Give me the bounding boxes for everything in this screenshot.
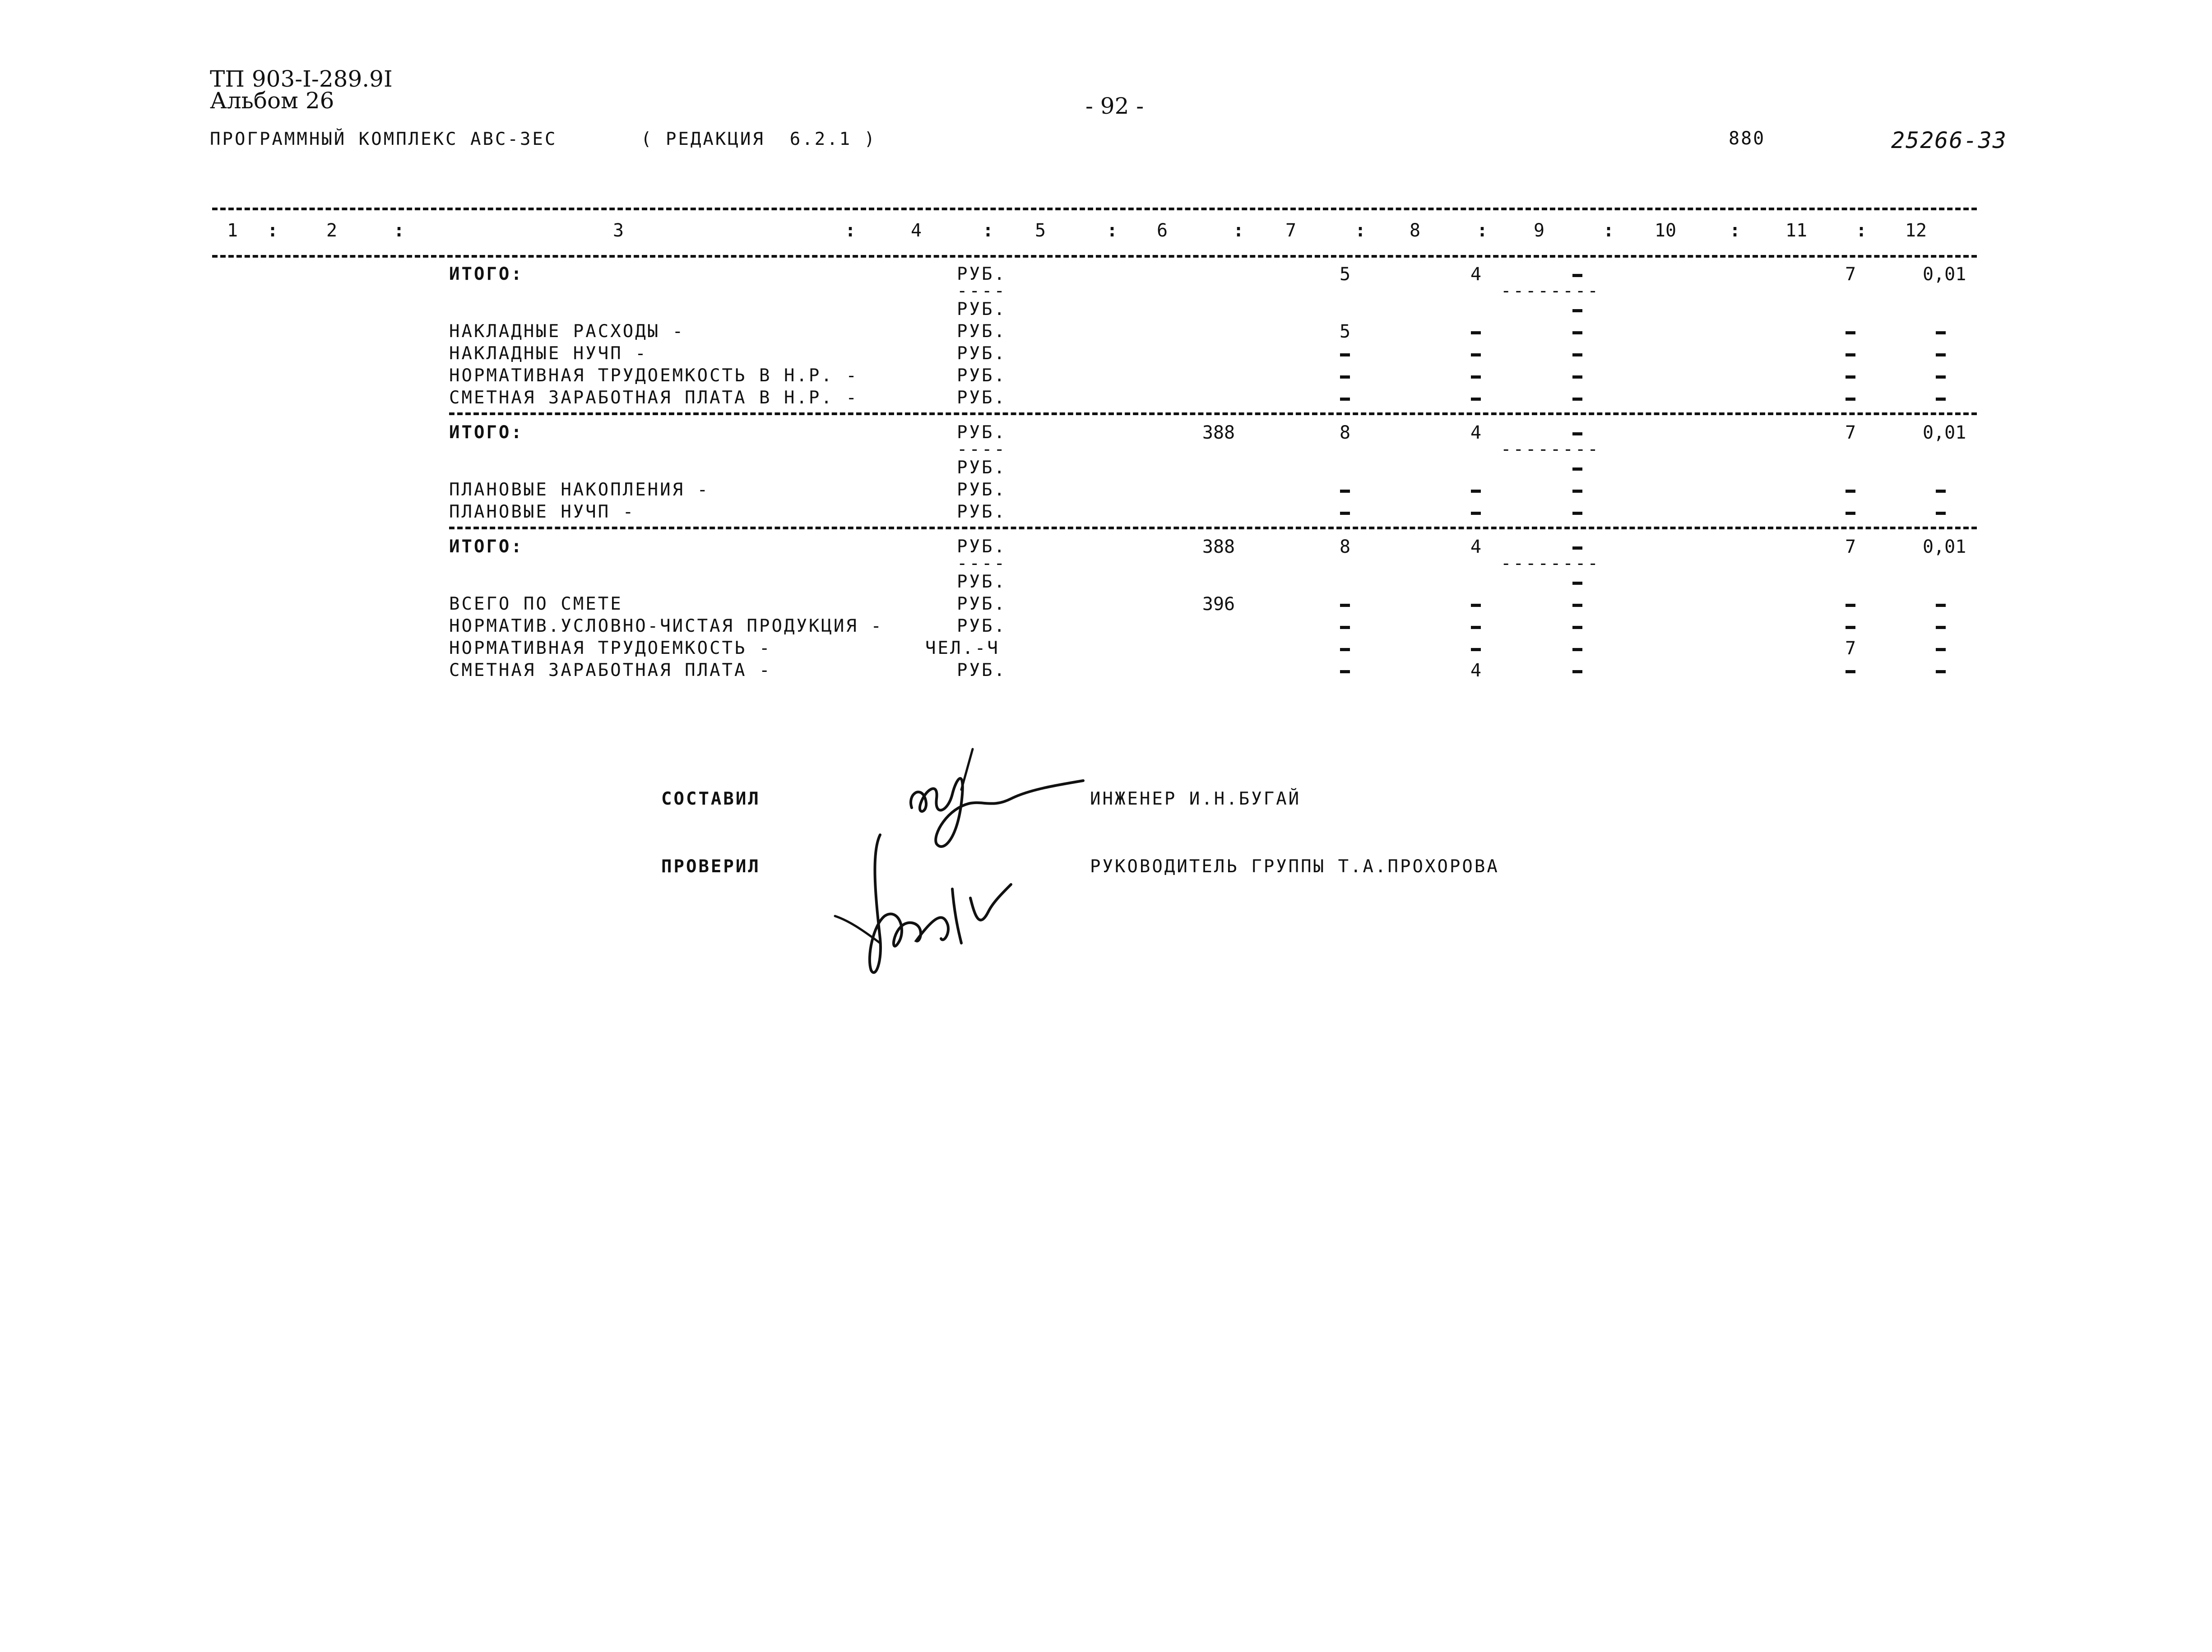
total-c7: 8 (1339, 537, 1351, 557)
row-c7-dash (1340, 626, 1350, 629)
page-number: - 92 - (1085, 93, 1144, 119)
row-unit: РУБ. (957, 594, 1006, 614)
row-c7-dash (1340, 670, 1350, 673)
column-header-2: 2 (326, 220, 338, 241)
row-label: ВСЕГО ПО СМЕТЕ (449, 594, 623, 614)
column-header-4: 4 (910, 220, 922, 241)
row-c13-dash (1936, 648, 1946, 651)
row-c9-dash (1471, 375, 1481, 379)
checked-by: РУКОВОДИТЕЛЬ ГРУППЫ Т.А.ПРОХОРОВА (1090, 856, 1499, 877)
row-c6: 396 (1202, 594, 1235, 615)
column-header-5: 5 (1034, 220, 1046, 241)
row-c10-dash (1572, 353, 1582, 356)
program-name: ПРОГРАММНЫЙ КОМПЛЕКС АВС-3ЕС (210, 129, 557, 149)
row-unit: РУБ. (957, 321, 1006, 342)
row-c7-dash (1340, 353, 1350, 356)
row-unit: РУБ. (957, 502, 1006, 522)
total-unit: РУБ. (957, 422, 1006, 443)
row-unit: РУБ. (957, 660, 1006, 680)
row-label: НОРМАТИВ.УСЛОВНО-ЧИСТАЯ ПРОДУКЦИЯ - (449, 616, 883, 636)
total-c7: 5 (1339, 264, 1351, 285)
column-separator: : (1355, 220, 1366, 241)
column-header-6: 6 (1156, 220, 1168, 241)
column-separator: : (1603, 220, 1614, 241)
row-c9: 4 (1470, 660, 1482, 681)
row-c7-dash (1340, 490, 1350, 493)
row-c13-dash (1936, 626, 1946, 629)
row-unit: РУБ. (957, 366, 1006, 386)
total-c10-dash (1572, 546, 1582, 550)
row-c13-dash (1936, 353, 1946, 356)
row-c10-dash (1572, 626, 1582, 629)
total-label: ИТОГО: (449, 537, 524, 557)
unit-underline: ---- (957, 439, 1006, 459)
row-label: НОРМАТИВНАЯ ТРУДОЕМКОСТЬ - (449, 638, 772, 658)
row-c10-dash (1572, 604, 1582, 607)
total-c9: 4 (1470, 422, 1482, 443)
total-c9: 4 (1470, 264, 1482, 285)
total-c10-dash (1572, 274, 1582, 277)
document-registration-code: 25266-33 (1891, 127, 2007, 153)
total-c10-dash (1572, 432, 1582, 435)
row-c7-dash (1340, 604, 1350, 607)
unit-underline: ---- (957, 553, 1006, 574)
compiled-by: ИНЖЕНЕР И.Н.БУГАЙ (1090, 789, 1301, 809)
subtotal-dashes: -------- (1501, 439, 1600, 459)
checked-label: ПРОВЕРИЛ (661, 856, 761, 877)
total-c9: 4 (1470, 537, 1482, 557)
row-label: ПЛАНОВЫЕ НАКОПЛЕНИЯ - (449, 480, 710, 500)
section-rule (449, 527, 1977, 529)
row-c10-dash (1572, 398, 1582, 401)
total-label: ИТОГО: (449, 422, 524, 443)
row-c7-dash (1340, 375, 1350, 379)
row-unit: РУБ. (957, 616, 1006, 636)
group-leader-signature (830, 826, 1038, 988)
row-c12-dash (1846, 490, 1855, 493)
total-unit: РУБ. (957, 264, 1006, 284)
column-separator: : (1730, 220, 1741, 241)
row-label: СМЕТНАЯ ЗАРАБОТНАЯ ПЛАТА - (449, 660, 772, 680)
row-c9-dash (1471, 490, 1481, 493)
row-c13-dash (1936, 490, 1946, 493)
row-c7: 5 (1339, 321, 1351, 342)
row-c13-dash (1936, 331, 1946, 334)
row-c10-dash (1572, 582, 1582, 585)
column-header-10: 10 (1654, 220, 1677, 241)
row-label: СМЕТНАЯ ЗАРАБОТНАЯ ПЛАТА В Н.Р. - (449, 388, 858, 408)
row-c10-dash (1572, 331, 1582, 334)
column-header-11: 11 (1785, 220, 1808, 241)
total-c12: 7 (1845, 264, 1856, 285)
row-c10-dash (1572, 309, 1582, 312)
row-unit: РУБ. (957, 388, 1006, 408)
column-separator: : (1477, 220, 1488, 241)
table-top-rule (212, 208, 1977, 210)
total-unit: РУБ. (957, 537, 1006, 557)
column-separator: : (845, 220, 856, 241)
total-c13: 0,01 (1923, 537, 1966, 557)
program-edition: ( РЕДАКЦИЯ 6.2.1 ) (641, 129, 877, 149)
row-c12-dash (1846, 375, 1855, 379)
table-header-rule (212, 255, 1977, 258)
column-separator: : (1233, 220, 1244, 241)
column-header-3: 3 (612, 220, 624, 241)
total-c13: 0,01 (1923, 422, 1966, 443)
column-header-8: 8 (1409, 220, 1421, 241)
column-separator: : (983, 220, 994, 241)
column-separator: : (394, 220, 405, 241)
row-unit: РУБ. (957, 572, 1006, 592)
column-separator: : (1107, 220, 1118, 241)
row-label: НАКЛАДНЫЕ РАСХОДЫ - (449, 321, 685, 342)
code-middle: 880 (1729, 128, 1766, 149)
total-c6: 388 (1202, 422, 1235, 443)
row-c9-dash (1471, 604, 1481, 607)
column-header-1: 1 (227, 220, 238, 241)
total-c6: 388 (1202, 537, 1235, 557)
total-c13: 0,01 (1923, 264, 1966, 285)
row-c12-dash (1846, 626, 1855, 629)
row-c12: 7 (1845, 638, 1856, 659)
row-c10-dash (1572, 670, 1582, 673)
row-unit: РУБ. (957, 458, 1006, 478)
album-number: Альбом 26 (210, 88, 334, 114)
row-c7-dash (1340, 512, 1350, 515)
row-unit: РУБ. (957, 480, 1006, 500)
row-c10-dash (1572, 512, 1582, 515)
row-c10-dash (1572, 648, 1582, 651)
total-label: ИТОГО: (449, 264, 524, 284)
row-c12-dash (1846, 512, 1855, 515)
row-c12-dash (1846, 331, 1855, 334)
row-c10-dash (1572, 490, 1582, 493)
row-c9-dash (1471, 353, 1481, 356)
row-c9-dash (1471, 626, 1481, 629)
row-unit: РУБ. (957, 343, 1006, 364)
subtotal-dashes: -------- (1501, 553, 1600, 574)
row-c12-dash (1846, 353, 1855, 356)
row-c10-dash (1572, 467, 1582, 471)
section-rule (449, 412, 1977, 415)
total-c7: 8 (1339, 422, 1351, 443)
row-unit: РУБ. (957, 299, 1006, 319)
row-label: ПЛАНОВЫЕ НУЧП - (449, 502, 635, 522)
row-c10-dash (1572, 375, 1582, 379)
row-c9-dash (1471, 398, 1481, 401)
row-c13-dash (1936, 512, 1946, 515)
column-header-7: 7 (1285, 220, 1297, 241)
row-c9-dash (1471, 512, 1481, 515)
document-code: ТП 903-I-289.9I (210, 66, 393, 92)
row-c7-dash (1340, 398, 1350, 401)
row-c12-dash (1846, 670, 1855, 673)
unit-underline: ---- (957, 281, 1006, 301)
row-unit: ЧЕЛ.-Ч (925, 638, 1000, 658)
column-header-9: 9 (1533, 220, 1545, 241)
row-c7-dash (1340, 648, 1350, 651)
compiled-label: СОСТАВИЛ (661, 789, 761, 809)
row-label: НОРМАТИВНАЯ ТРУДОЕМКОСТЬ В Н.Р. - (449, 366, 858, 386)
row-c12-dash (1846, 604, 1855, 607)
row-c13-dash (1936, 604, 1946, 607)
total-c12: 7 (1845, 422, 1856, 443)
column-header-12: 12 (1905, 220, 1927, 241)
subtotal-dashes: -------- (1501, 281, 1600, 301)
row-c13-dash (1936, 670, 1946, 673)
row-label: НАКЛАДНЫЕ НУЧП - (449, 343, 648, 364)
column-separator: : (267, 220, 278, 241)
column-separator: : (1856, 220, 1867, 241)
total-c12: 7 (1845, 537, 1856, 557)
row-c13-dash (1936, 398, 1946, 401)
row-c9-dash (1471, 331, 1481, 334)
row-c9-dash (1471, 648, 1481, 651)
row-c13-dash (1936, 375, 1946, 379)
row-c12-dash (1846, 398, 1855, 401)
